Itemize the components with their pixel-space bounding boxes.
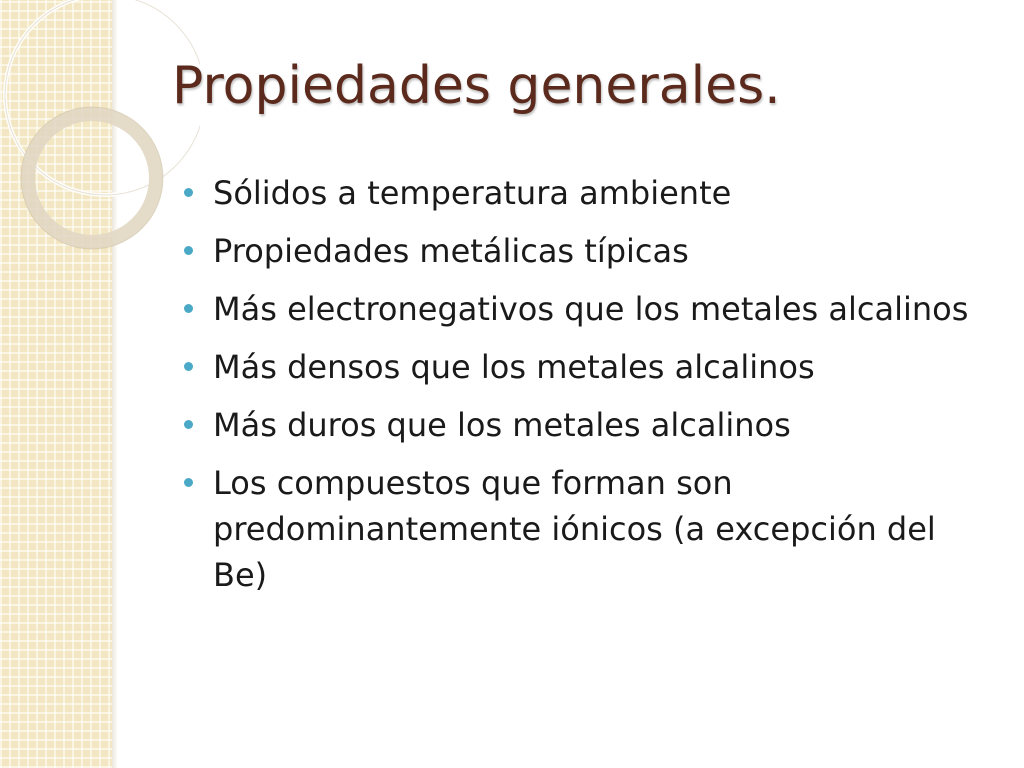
slide-title: Propiedades generales.	[172, 56, 781, 116]
bullet-icon	[184, 246, 193, 255]
bullet-icon	[184, 362, 193, 371]
bullet-text: Sólidos a temperatura ambiente	[213, 174, 732, 212]
bullet-text: Los compuestos que forman son predominantemente iónicos (a excepción del Be)	[213, 464, 936, 594]
list-item	[182, 460, 982, 598]
bullet-list	[182, 170, 982, 610]
bullet-icon	[184, 188, 193, 197]
list-item	[182, 344, 982, 390]
bullet-icon	[184, 420, 193, 429]
bullet-icon	[184, 304, 193, 313]
list-item	[182, 402, 982, 448]
strip-shadow	[112, 0, 118, 768]
list-item	[182, 228, 982, 274]
bullet-text: Más densos que los metales alcalinos	[213, 348, 815, 386]
bullet-icon	[184, 478, 193, 487]
bullet-text: Más electronegativos que los metales alcalinos	[213, 290, 969, 328]
bullet-text: Más duros que los metales alcalinos	[213, 406, 791, 444]
bullet-text: Propiedades metálicas típicas	[213, 232, 689, 270]
list-item	[182, 286, 982, 332]
list-item	[182, 170, 982, 216]
decorative-grid-strip	[0, 0, 112, 768]
